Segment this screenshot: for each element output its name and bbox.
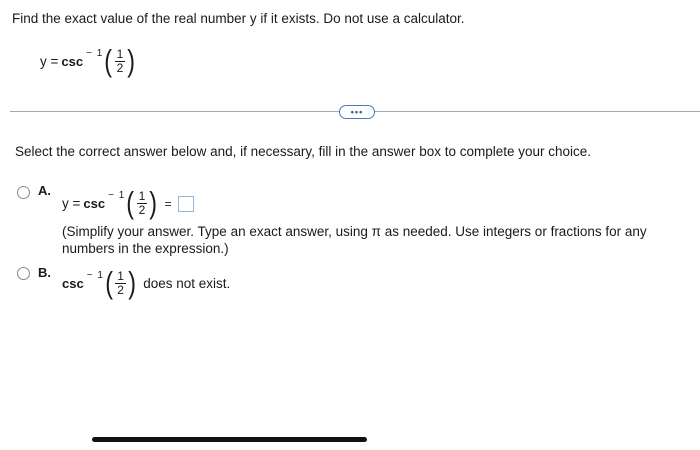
option-a-fraction (137, 190, 148, 217)
instruction-text: Select the correct answer below and, if necessary, fill in the answer box to complete your choice. (15, 144, 592, 159)
left-paren: ( (104, 43, 113, 78)
option-b-expression (62, 265, 231, 300)
fraction-numerator: 1 (138, 189, 146, 203)
question-expression (40, 43, 137, 78)
option-a-expression (62, 185, 194, 220)
question-prompt: Find the exact value of the real number y if it exists. Do not use a calculator. (12, 11, 465, 26)
option-b-suffix: does not exist. (143, 276, 231, 291)
expression-exponent: − 1 (86, 48, 104, 59)
fraction-denominator: 2 (116, 61, 124, 75)
option-b-radio[interactable] (17, 267, 30, 280)
more-options-button[interactable]: ••• (339, 105, 375, 119)
option-a-letter[interactable]: A. (38, 183, 51, 198)
expression-function: csc (61, 54, 84, 69)
right-paren: ) (149, 185, 158, 220)
answer-input-box[interactable] (178, 196, 194, 212)
fraction-denominator: 2 (138, 203, 146, 217)
left-paren: ( (126, 185, 135, 220)
option-a-function: csc (83, 196, 106, 211)
option-b-function: csc (62, 276, 84, 291)
option-a-equals: = (164, 196, 172, 211)
expression-fraction (115, 48, 126, 75)
expression-lhs: y = (40, 54, 59, 69)
option-b-exponent: − 1 (86, 270, 104, 281)
fraction-numerator: 1 (116, 47, 124, 61)
left-paren: ( (105, 265, 113, 300)
option-b-fraction (115, 270, 126, 297)
option-a-lhs: y = (62, 196, 81, 211)
fraction-numerator: 1 (117, 269, 124, 283)
fraction-denominator: 2 (117, 283, 124, 297)
home-indicator (92, 437, 367, 442)
right-paren: ) (128, 265, 136, 300)
option-a-instructions: (Simplify your answer. Type an exact answer, using π as needed. Use integers or fractions for any numbers in the expression.) (62, 224, 647, 256)
option-a-exponent: − 1 (108, 190, 126, 201)
option-b-letter[interactable]: B. (38, 265, 51, 280)
right-paren: ) (127, 43, 136, 78)
option-a-radio[interactable] (17, 186, 30, 199)
